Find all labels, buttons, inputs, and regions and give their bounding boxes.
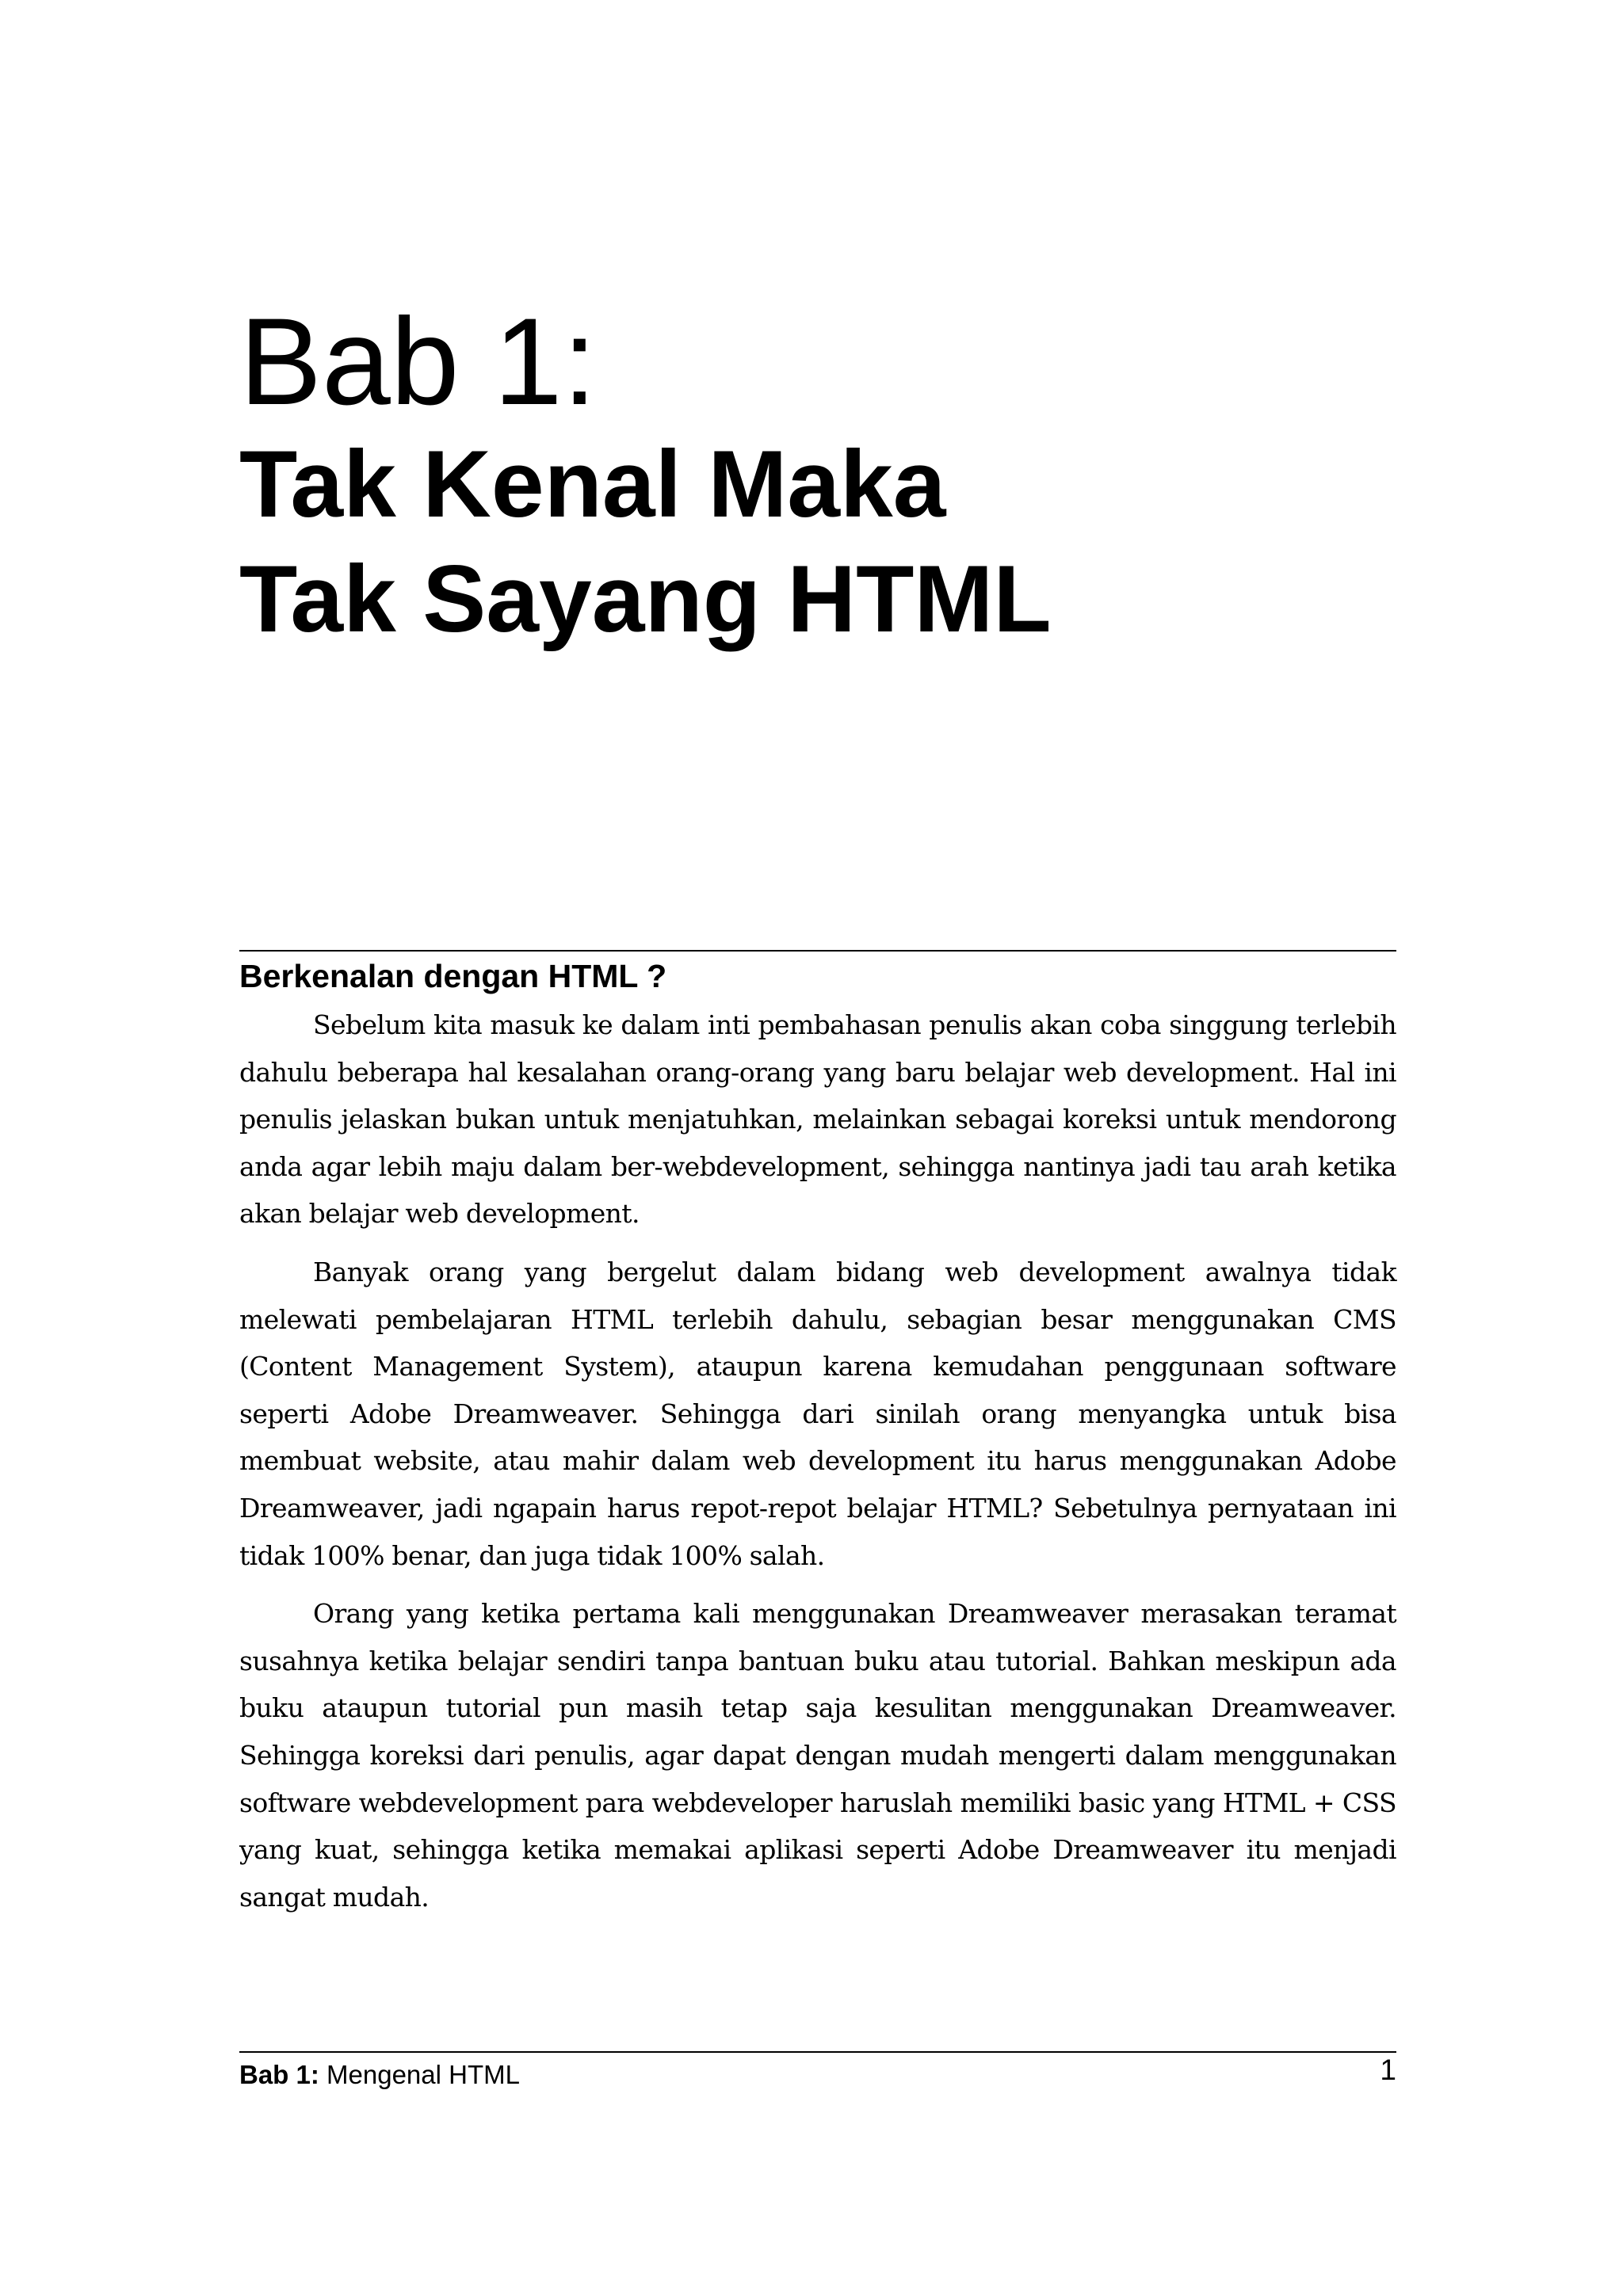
paragraph-1: Sebelum kita masuk ke dalam inti pembahasan penulis akan coba singgung terlebih dahulu beberapa hal kesalahan orang-orang yang baru belajar web development. Hal ini penulis jelaskan bukan untuk menjatuhkan, melainkan sebagai koreksi untuk mendorong anda agar lebih maju dalam ber-webdevelopment, sehingga nantinya jadi tau arah ketika akan belajar web development. bbox=[239, 1009, 1396, 1230]
page-number: 1 bbox=[1380, 2054, 1396, 2086]
chapter-title-line-1: Tak Kenal Maka bbox=[239, 431, 946, 537]
section-body bbox=[239, 1001, 1396, 1932]
footer-divider bbox=[239, 2051, 1396, 2053]
chapter-title bbox=[239, 293, 1396, 657]
section-heading: Berkenalan dengan HTML ? bbox=[239, 958, 667, 994]
paragraph-3: Orang yang ketika pertama kali menggunakan Dreamweaver merasakan teramat susahnya ketika belajar sendiri tanpa bantuan buku atau tutorial. Bahkan meskipun ada buku ataupun tutorial pun masih tetap saja kesulitan menggunakan Dreamweaver. Sehingga koreksi dari penulis, agar dapat dengan mudah mengerti dalam menggunakan software webdevelopment para webdeveloper haruslah memiliki basic yang HTML + CSS yang kuat, sehingga ketika memakai aplikasi seperti Adobe Dreamweaver itu menjadi sangat mudah. bbox=[239, 1598, 1396, 1913]
footer-chapter-name: Mengenal HTML bbox=[319, 2060, 520, 2089]
running-footer bbox=[239, 2057, 520, 2093]
footer-chapter-label: Bab 1: bbox=[239, 2060, 319, 2089]
chapter-title-line-2: Tak Sayang HTML bbox=[239, 546, 1052, 652]
paragraph-2: Banyak orang yang bergelut dalam bidang web development awalnya tidak melewati pembelajaran HTML terlebih dahulu, sebagian besar menggunakan CMS (Content Management System), ataupun karena kemudahan penggunaan software seperti Adobe Dreamweaver. Sehingga dari sinilah orang menyangka untuk bisa membuat website, atau mahir dalam web development itu harus menggunakan Adobe Dreamweaver, jadi ngapain harus repot-repot belajar HTML? Sebetulnya pernyataan ini tidak 100% benar, dan juga tidak 100% salah. bbox=[239, 1256, 1396, 1571]
section-divider bbox=[239, 950, 1396, 952]
chapter-number: Bab 1: bbox=[239, 293, 598, 431]
